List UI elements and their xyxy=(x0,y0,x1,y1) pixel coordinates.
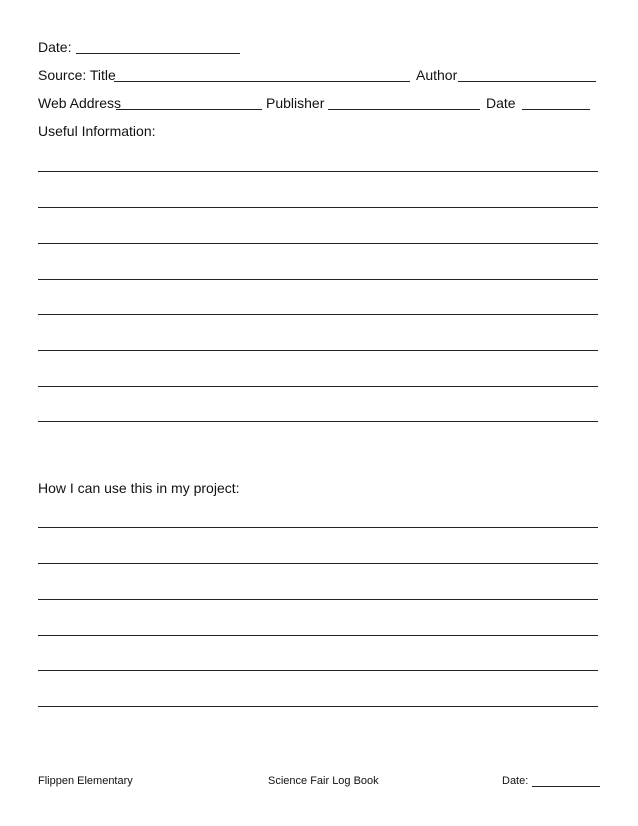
date-blank[interactable] xyxy=(76,53,240,54)
project-use-line[interactable] xyxy=(38,670,598,671)
footer-date xyxy=(502,774,600,788)
useful-info-line[interactable] xyxy=(38,421,598,422)
footer-school: Flippen Elementary xyxy=(38,775,133,787)
date2-label: Date xyxy=(486,95,516,111)
author-blank[interactable] xyxy=(458,81,596,82)
useful-info-line[interactable] xyxy=(38,243,598,244)
date2-blank[interactable] xyxy=(522,109,590,110)
web-address-label: Web Address xyxy=(38,95,122,111)
web-address-blank[interactable] xyxy=(116,109,262,110)
useful-info-line[interactable] xyxy=(38,386,598,387)
source-row xyxy=(38,66,598,84)
publisher-label: Publisher xyxy=(266,95,325,111)
author-label: Author xyxy=(416,67,458,83)
web-row xyxy=(38,94,598,112)
useful-info-line[interactable] xyxy=(38,171,598,172)
useful-info-line[interactable] xyxy=(38,314,598,315)
project-use-line[interactable] xyxy=(38,599,598,600)
project-use-line[interactable] xyxy=(38,706,598,707)
footer-title: Science Fair Log Book xyxy=(268,775,379,787)
publisher-blank[interactable] xyxy=(328,109,480,110)
useful-info-line[interactable] xyxy=(38,207,598,208)
useful-info-line[interactable] xyxy=(38,279,598,280)
project-use-line[interactable] xyxy=(38,527,598,528)
date-label: Date: xyxy=(38,39,72,55)
useful-information-label: Useful Information: xyxy=(38,123,156,139)
project-use-line[interactable] xyxy=(38,563,598,564)
project-use-label: How I can use this in my project: xyxy=(38,480,240,496)
source-title-blank[interactable] xyxy=(114,81,410,82)
footer-date-blank[interactable] xyxy=(532,786,600,787)
footer-date-label: Date: xyxy=(502,775,529,787)
source-title-label: Source: Title xyxy=(38,67,116,83)
useful-info-line[interactable] xyxy=(38,350,598,351)
project-use-line[interactable] xyxy=(38,635,598,636)
date-row xyxy=(38,38,598,56)
